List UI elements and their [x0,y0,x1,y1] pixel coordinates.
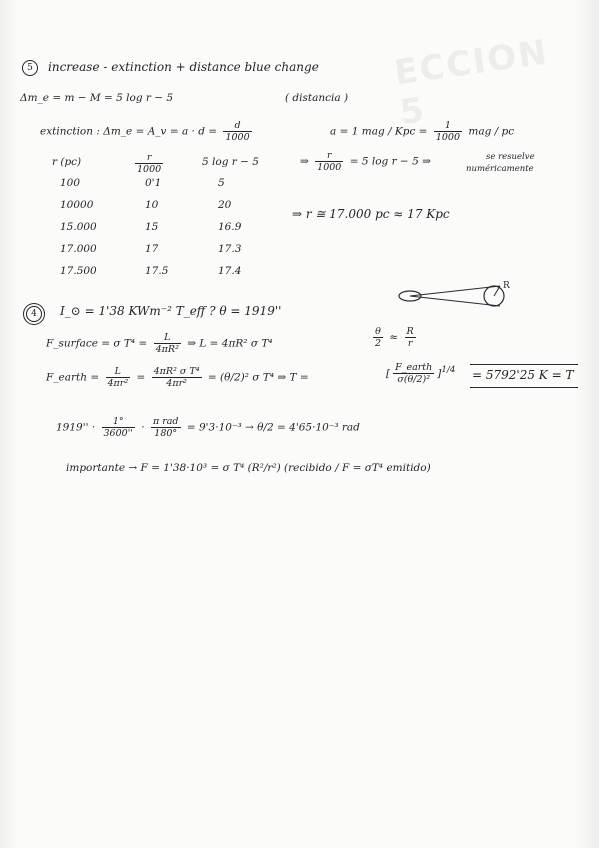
table-column-5logr: 5 20 16.9 17.3 17.4 [218,177,242,277]
table-column-r1000: 0'1 10 15 17 17.5 [145,177,169,277]
table-header-r: r (pc) [52,156,82,168]
magnitude-equation: Δm_e = m − M = 5 log r − 5 [20,92,174,104]
surface-flux-equation: F_surface = σ T⁴ = $\frac{L}{\text{4πR²}}$ ⇒ L = 4πR² σ T⁴ [46,332,273,355]
table-header-5logr: 5 log r − 5 [202,156,259,168]
distance-result: ⇒ r ≅ 17.000 pc ≈ 17 Kpc [292,207,450,221]
solve-note-1: se resuelve [486,152,535,162]
extinction-coefficient: a = 1 mag / Kpc = $\frac{1}{1000}$ mag / pc [330,120,515,143]
table-column-r: 100 10000 15.000 17.000 17.500 [60,177,97,277]
bleed-through-text: ECCION 5 [391,32,552,134]
earth-flux-equation: F_earth = $\frac{L}{\text{4πr²}}$ = $\frac{\text{4πR² σ T⁴}}{\text{4πr²}}$ = (θ/2)² σ T⁴ ⇒ T = [46,366,309,389]
sun-earth-sketch [396,278,516,318]
sketch-label-r: R [503,281,510,291]
problem-4-given: I_⊙ = 1'38 KWm⁻² T_eff ? θ = 1919'' [60,304,282,318]
problem-5-heading: increase - extinction + distance blue change [48,60,319,74]
small-angle-relation: $\frac{\theta}{2}$ ≈ $\frac{R}{r}$ [375,326,414,349]
temperature-bracket: [ $\frac{\text{F\_earth}}{\text{σ(θ/2)²}}$ ]$^{1/4}$ [386,362,456,385]
important-note: importante → F = 1'38·10³ = σ T⁴ (R²/r²) (recibido / F = σT⁴ emitido) [66,462,431,474]
distance-note: ( distancia ) [285,92,349,104]
extinction-equation: extinction : Δm_e = A_v = a · d = $\frac{d}{1000}$ [40,120,250,143]
solve-note-2: numéricamente [466,164,534,174]
table-header-r1000: $\frac{r}{1000}$ [137,152,162,175]
temperature-result: = 5792'25 K = T [472,368,574,382]
problem-5-number: 5 [22,60,38,76]
angle-conversion: 1919'' · $\frac{1^\circ}{3600''}$ · $\frac{\text{π rad}}{180^\circ}$ = 9'3·10⁻³ → θ/2 = 4'65·10⁻³ rad [56,416,360,439]
problem-4-number: 4 [26,306,42,322]
solve-equation: ⇒ $\frac{r}{1000}$ = 5 log r − 5 ⇒ [300,150,431,173]
